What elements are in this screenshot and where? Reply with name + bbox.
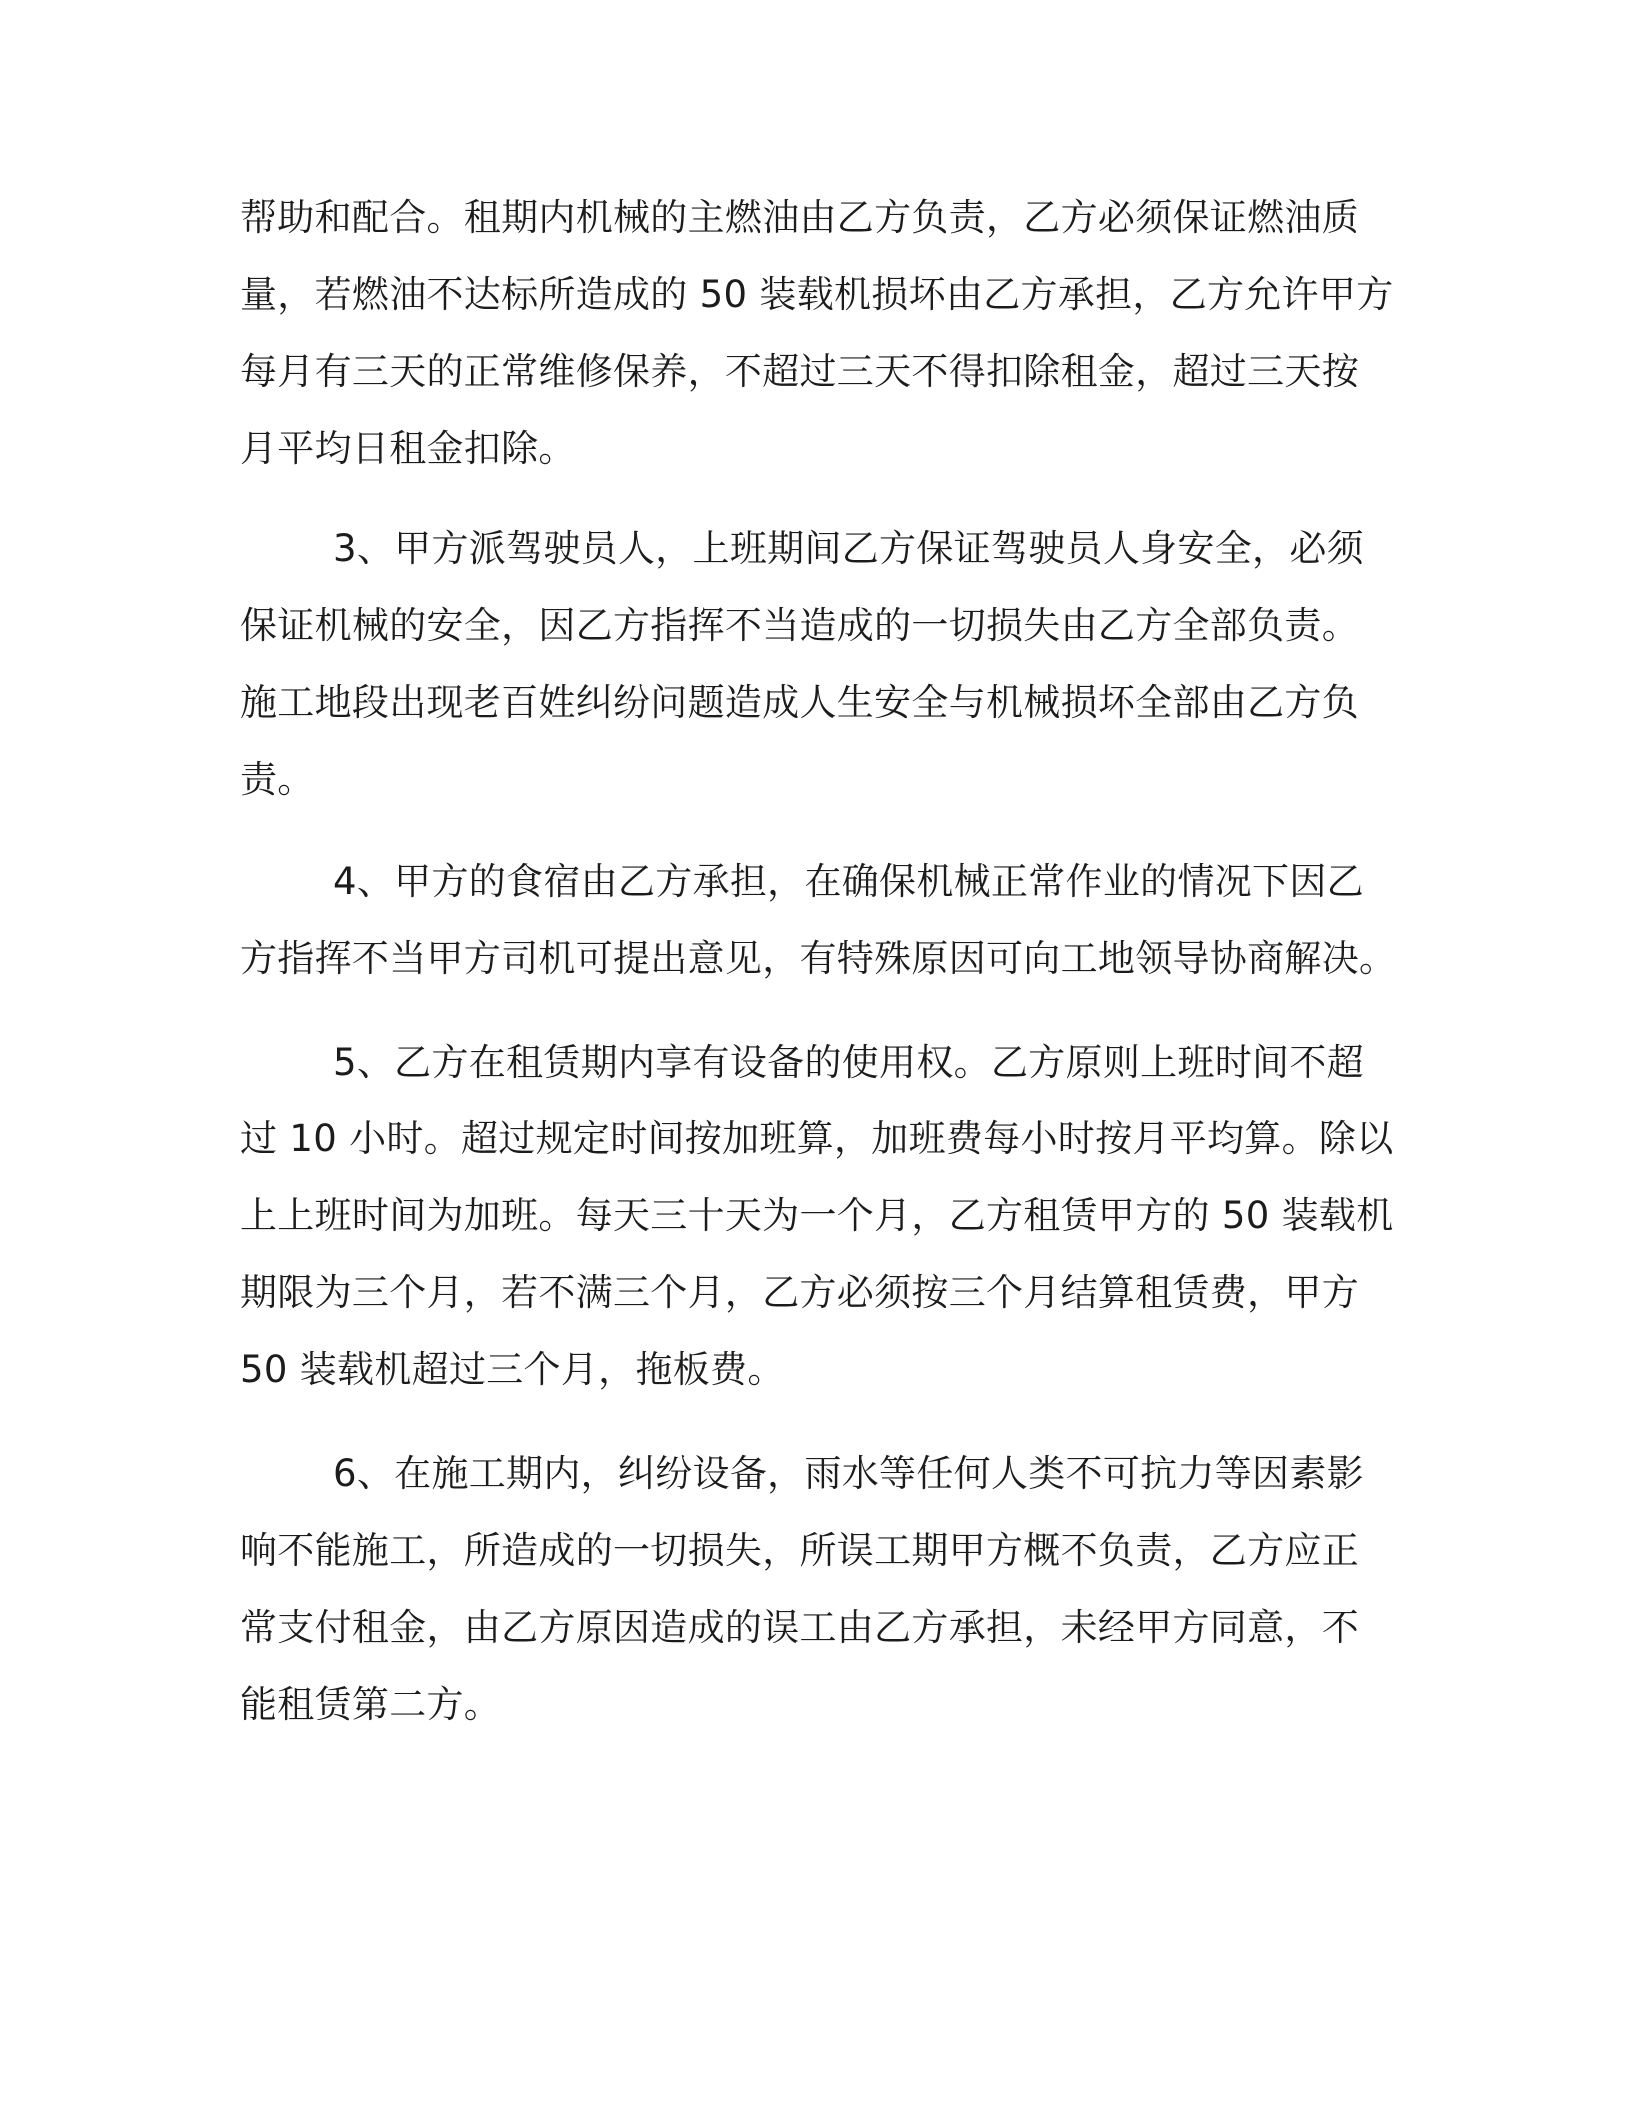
text-line: 责。 xyxy=(240,758,315,801)
text-line: 上上班时间为加班。每天三十天为一个月，乙方租赁甲方的 50 装载机 xyxy=(240,1194,1394,1237)
text-line: 施工地段出现老百姓纠纷问题造成人生安全与机械损坏全部由乙方负 xyxy=(240,681,1359,724)
text-line: 常支付租金，由乙方原因造成的误工由乙方承担，未经甲方同意，不 xyxy=(240,1606,1359,1649)
text-line: 50 装载机超过三个月，拖板费。 xyxy=(240,1348,785,1391)
clause-6-first-line: 6、在施工期内，纠纷设备，雨水等任何人类不可抗力等因素影 xyxy=(333,1452,1364,1495)
text-line: 月平均日租金扣除。 xyxy=(240,427,576,470)
text-line: 保证机械的安全，因乙方指挥不当造成的一切损失由乙方全部负责。 xyxy=(240,604,1359,647)
text-line: 响不能施工，所造成的一切损失，所误工期甲方概不负责，乙方应正 xyxy=(240,1529,1359,1572)
clause-4-first-line: 4、甲方的食宿由乙方承担，在确保机械正常作业的情况下因乙 xyxy=(333,860,1364,903)
clause-3-first-line: 3、甲方派驾驶员人，上班期间乙方保证驾驶员人身安全，必须 xyxy=(333,527,1364,570)
text-line: 能租赁第二方。 xyxy=(240,1683,502,1726)
text-line: 方指挥不当甲方司机可提出意见，有特殊原因可向工地领导协商解决。 xyxy=(240,937,1397,980)
text-line: 量，若燃油不达标所造成的 50 装载机损坏由乙方承担，乙方允许甲方 xyxy=(240,273,1394,316)
text-line: 过 10 小时。超过规定时间按加班算，加班费每小时按月平均算。除以 xyxy=(240,1117,1394,1160)
clause-5-first-line: 5、乙方在租赁期内享有设备的使用权。乙方原则上班时间不超 xyxy=(333,1041,1364,1084)
text-line: 帮助和配合。租期内机械的主燃油由乙方负责，乙方必须保证燃油质 xyxy=(240,196,1359,239)
text-line: 期限为三个月，若不满三个月，乙方必须按三个月结算租赁费，甲方 xyxy=(240,1271,1359,1314)
text-line: 每月有三天的正常维修保养，不超过三天不得扣除租金，超过三天按 xyxy=(240,350,1359,393)
